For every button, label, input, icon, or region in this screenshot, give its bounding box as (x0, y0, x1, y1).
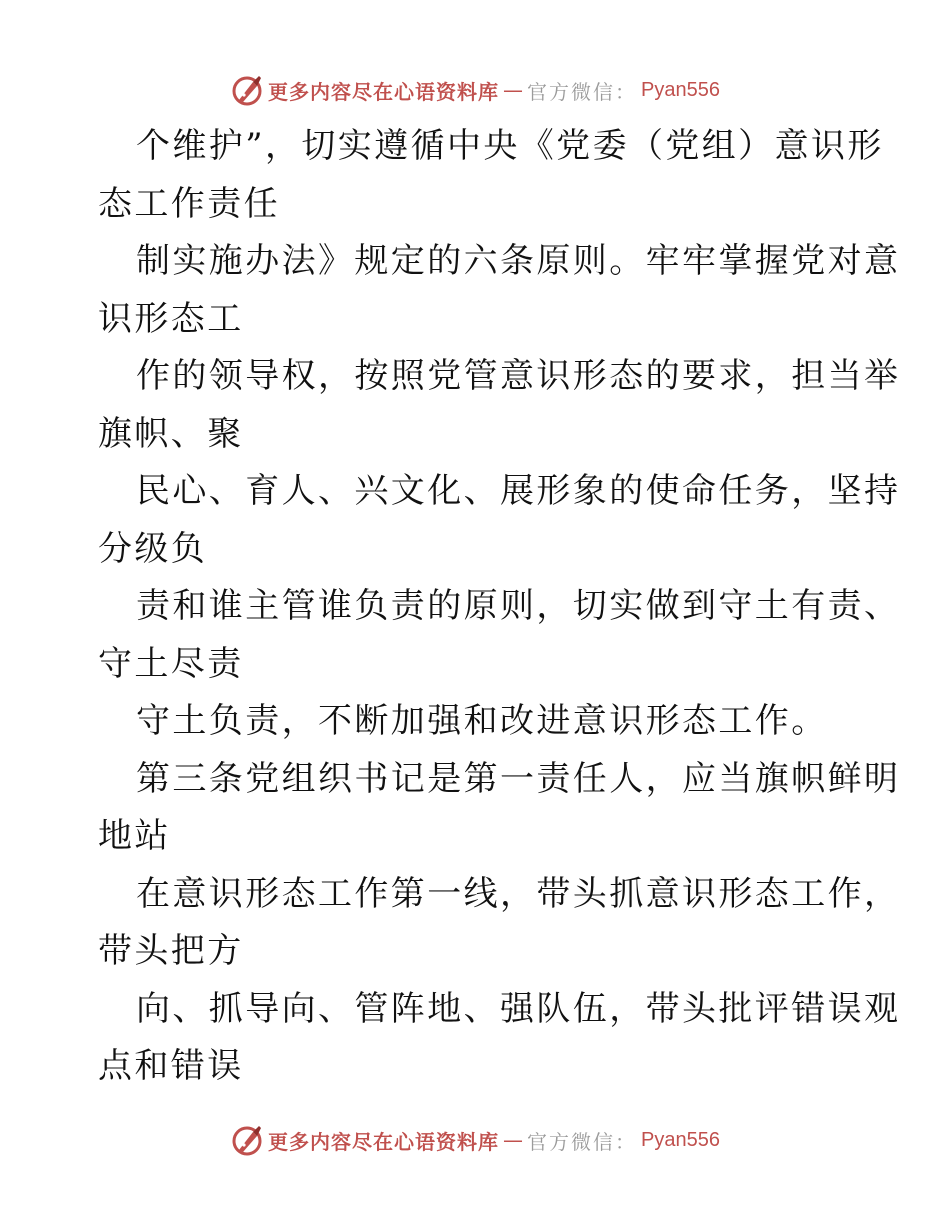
text-line: 第三条党组织书记是第一责任人，应当旗帜鲜明 (136, 758, 901, 799)
text-line: 守土负责，不断加强和改进意识形态工作。 (136, 701, 828, 741)
text-line: 分级负 (98, 528, 208, 569)
banner-wechat-id: Pyan556 (641, 78, 720, 101)
text-line: 点和错误 (98, 1046, 244, 1086)
text-line: 责和谁主管谁负责的原则，切实做到守土有责、 (136, 586, 901, 626)
text-line: 向、抓导向、管阵地、强队伍，带头批评错误观 (136, 988, 901, 1029)
text-line: 识形态工 (98, 298, 244, 339)
text-line: 个维护”，切实遵循中央《党委（党组）意识形 (136, 126, 884, 166)
text-line: 制实施办法》规定的六条原则。牢牢掌握党对意 (136, 241, 901, 281)
banner-separator: — (503, 1128, 524, 1152)
pen-nib-logo-icon (230, 73, 264, 107)
text-line: 民心、育人、兴文化、展形象的使命任务，坚持 (136, 471, 901, 511)
banner-wechat-label: 官方微信： (527, 79, 638, 104)
banner-separator: — (503, 78, 524, 102)
text-line: 守土尽责 (98, 643, 244, 684)
text-line: 旗帜、聚 (98, 413, 244, 454)
document-body (98, 118, 901, 1096)
footer-banner-content (230, 1123, 720, 1157)
text-line: 在意识形态工作第一线，带头抓意识形态工作， (136, 873, 901, 914)
text-line: 地站 (98, 816, 171, 856)
pen-nib-logo-icon (230, 1123, 264, 1157)
text-line: 作的领导权，按照党管意识形态的要求，担当举 (136, 356, 901, 396)
banner-wechat-id: Pyan556 (641, 1128, 720, 1151)
banner-site-name: 更多内容尽在心语资料库 (268, 1129, 500, 1154)
footer-banner (0, 1120, 950, 1160)
text-line: 态工作责任 (98, 183, 280, 224)
text-line: 带头把方 (98, 931, 244, 971)
banner-wechat-label: 官方微信： (527, 1129, 638, 1154)
header-banner-content (230, 73, 720, 107)
banner-site-name: 更多内容尽在心语资料库 (268, 79, 500, 104)
header-banner (0, 70, 950, 110)
